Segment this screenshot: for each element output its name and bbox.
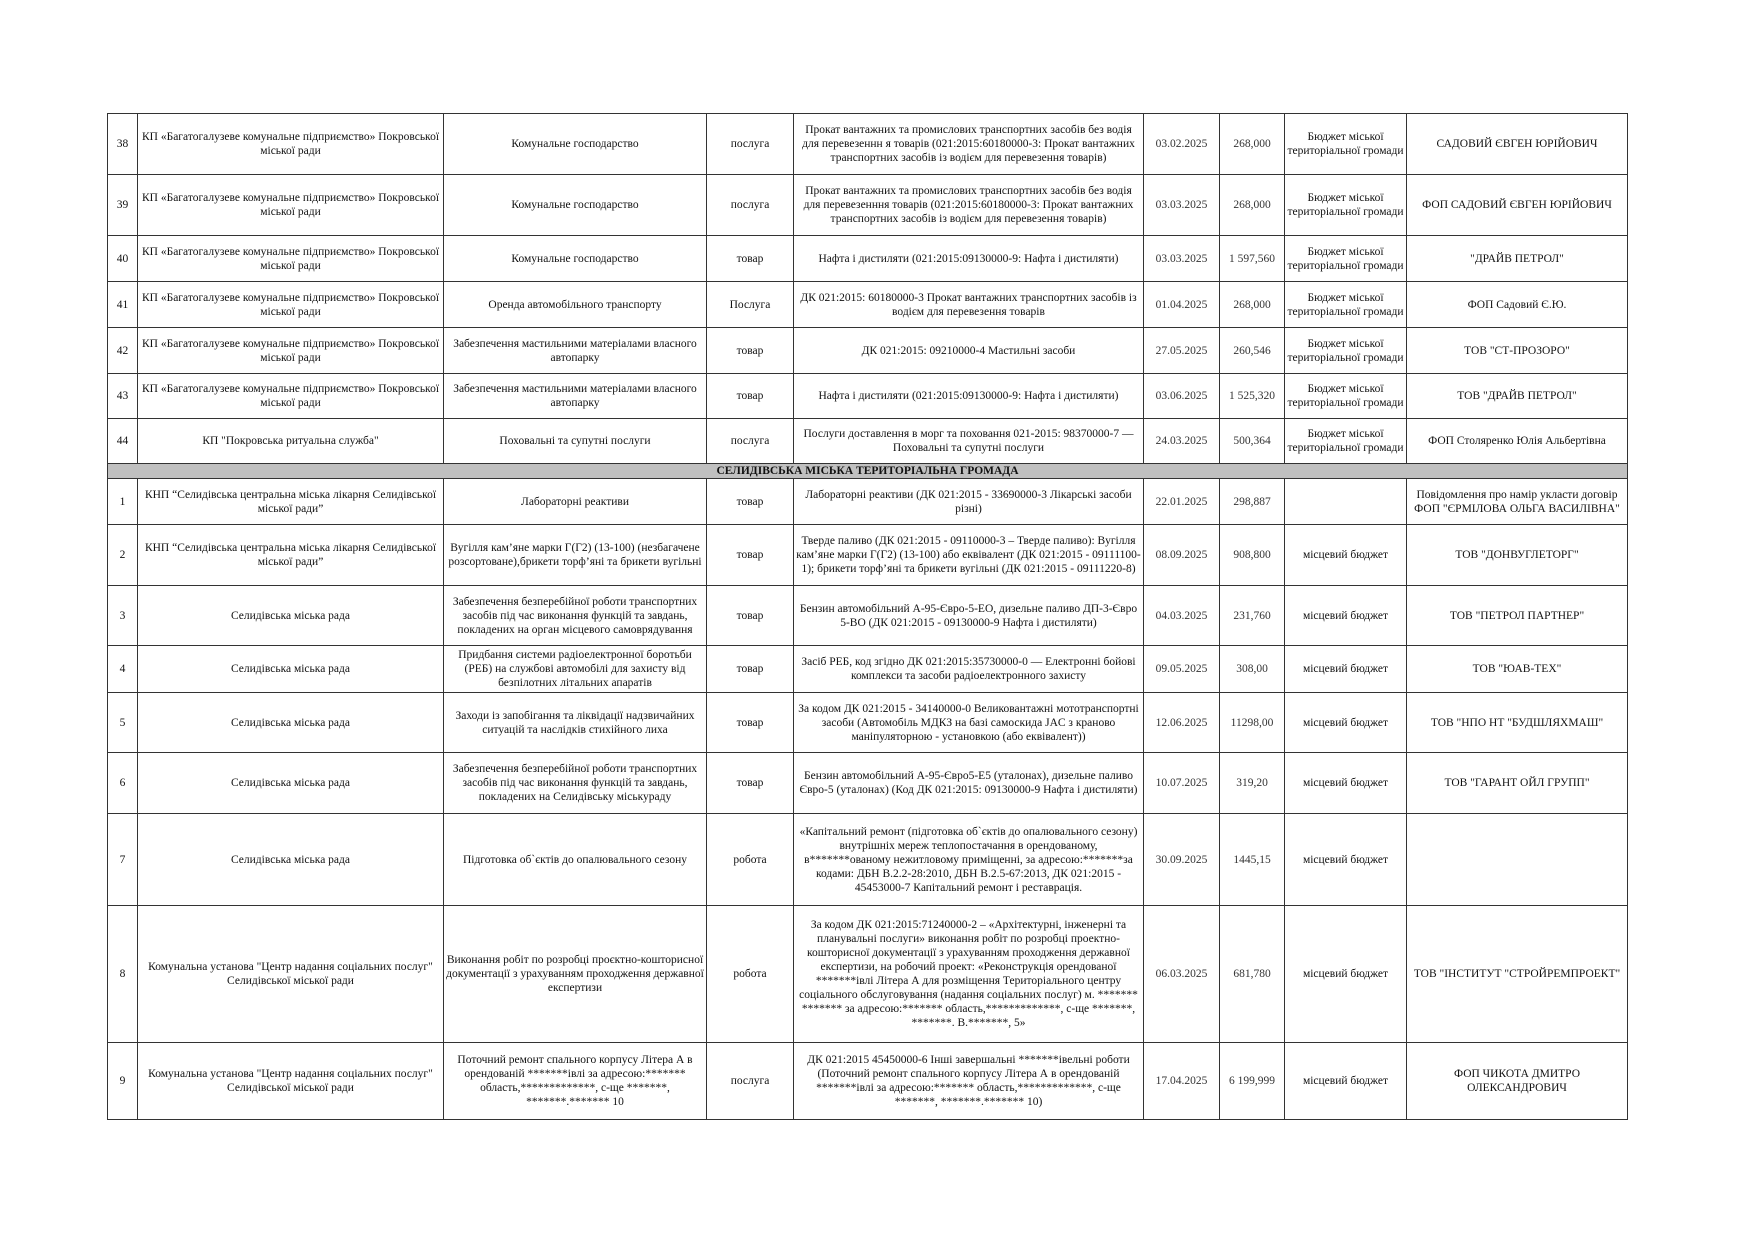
type-cell: послуга [707,175,794,236]
subject-cell: Поточний ремонт спального корпусу Літера А в орендованій *******івлі за адресою:******* область,*************, с-ще *******, *******.******* 10 [444,1043,707,1120]
subject-cell: Придбання системи радіоелектронної боротьби (РЕБ) на службові автомобілі для захисту від безпілотних літальних апаратів [444,646,707,693]
sum-cell: 308,00 [1220,646,1285,693]
description-cell: Бензин автомобільний А-95-Євро5-Е5 (уталонах), дизельне паливо Євро-5 (уталонах) (Код ДК 021:2015: 09130000-9 Нафта і дистиляти) [794,753,1144,814]
type-cell: товар [707,236,794,282]
organization-cell: Селидівська міська рада [138,814,444,906]
description-cell: За кодом ДК 021:2015:71240000-2 – «Архітектурні, інженерні та планувальні послуги» виконання робіт по розробці проектно-кошторисної документації з урахуванням проходження державної експертизи, на робочий проект: «Реконструкція орендованої *******івлі Літера А для розміщення Територіального центру соціального обслуговування (надання соціальних послуг) м. ******* ******* за адресою:******* область,*************, с-ще *******, *******. В.*******, 5» [794,906,1144,1043]
sum-cell: 500,364 [1220,419,1285,464]
row-number: 8 [108,906,138,1043]
subject-cell: Забезпечення безперебійної роботи транспортних засобів під час виконання функцій та завдань, покладених на орган місцевого самоврядування [444,586,707,646]
supplier-cell: ТОВ "СТ-ПРОЗОРО" [1407,328,1628,374]
description-cell: Прокат вантажних та промислових транспортних засобів без водія для перевезеннн я товарів (021:2015:60180000-3: Прокат вантажних транспортних засобів із водієм для перевезення товарів) [794,114,1144,175]
date-cell: 03.03.2025 [1144,236,1220,282]
date-cell: 17.04.2025 [1144,1043,1220,1120]
type-cell: товар [707,693,794,753]
sum-cell: 908,800 [1220,525,1285,586]
type-cell: послуга [707,419,794,464]
description-cell: ДК 021:2015: 09210000-4 Мастильні засоби [794,328,1144,374]
table-row [108,328,1628,374]
subject-cell: Забезпечення мастильними матеріалами власного автопарку [444,374,707,419]
organization-cell: КНП “Селидівська центральна міська лікарня Селидівської міської ради” [138,479,444,525]
sum-cell: 11298,00 [1220,693,1285,753]
organization-cell: Комунальна установа "Центр надання соціальних послуг" Селидівської міської ради [138,1043,444,1120]
supplier-cell [1407,814,1628,906]
organization-cell: КП «Багатогалузеве комунальне підприємство» Покровської міської ради [138,114,444,175]
row-number: 6 [108,753,138,814]
description-cell: За кодом ДК 021:2015 - 34140000-0 Великовантажні мототранспортні засоби (Автомобіль МДКЗ на базі самоскида JAC з краново маніпуляторною - установкою (або еквівалент)) [794,693,1144,753]
row-number: 40 [108,236,138,282]
budget-cell: місцевий бюджет [1285,906,1407,1043]
budget-cell: Бюджет міської територіальної громади [1285,282,1407,328]
description-cell: Нафта і дистиляти (021:2015:09130000-9: Нафта і дистиляти) [794,374,1144,419]
budget-cell: Бюджет міської територіальної громади [1285,374,1407,419]
budget-cell [1285,479,1407,525]
type-cell: товар [707,374,794,419]
organization-cell: КП «Багатогалузеве комунальне підприємство» Покровської міської ради [138,175,444,236]
organization-cell: КП «Багатогалузеве комунальне підприємство» Покровської міської ради [138,282,444,328]
sum-cell: 268,000 [1220,175,1285,236]
budget-cell: місцевий бюджет [1285,1043,1407,1120]
type-cell: товар [707,646,794,693]
type-cell: товар [707,525,794,586]
table-row [108,753,1628,814]
organization-cell: КП "Покровська ритуальна служба" [138,419,444,464]
date-cell: 12.06.2025 [1144,693,1220,753]
row-number: 7 [108,814,138,906]
row-number: 44 [108,419,138,464]
type-cell: робота [707,814,794,906]
type-cell: товар [707,753,794,814]
supplier-cell: ФОП ЧИКОТА ДМИТРО ОЛЕКСАНДРОВИЧ [1407,1043,1628,1120]
subject-cell: Лабораторні реактиви [444,479,707,525]
table-row [108,906,1628,1043]
sum-cell: 6 199,999 [1220,1043,1285,1120]
subject-cell: Забезпечення безперебійної роботи транспортних засобів під час виконання функцій та завдань, покладених на Селидівську міськураду [444,753,707,814]
table-row [108,282,1628,328]
table-row [108,419,1628,464]
description-cell: Нафта і дистиляти (021:2015:09130000-9: Нафта і дистиляти) [794,236,1144,282]
description-cell: Засіб РЕБ, код згідно ДК 021:2015:35730000-0 — Електронні бойові комплекси та засоби радіоелектронного захисту [794,646,1144,693]
date-cell: 06.03.2025 [1144,906,1220,1043]
table-row [108,525,1628,586]
subject-cell: Підготовка об`єктів до опалювального сезону [444,814,707,906]
description-cell: Тверде паливо (ДК 021:2015 - 09110000-3 – Тверде паливо): Вугілля кам’яне марки Г(Г2) (13-100) або еквівалент (ДК 021:2015 - 09111100-1); брикети торф’яні та брикети вугільні (ДК 021:2015 - 09111220-8) [794,525,1144,586]
type-cell: робота [707,906,794,1043]
subject-cell: Вугілля кам’яне марки Г(Г2) (13-100) (незбагачене розсортоване),брикети торф’яні та брикети вугільні [444,525,707,586]
table-row [108,236,1628,282]
budget-cell: місцевий бюджет [1285,814,1407,906]
organization-cell: КП «Багатогалузеве комунальне підприємство» Покровської міської ради [138,236,444,282]
table-row [108,646,1628,693]
section-header-row [108,464,1628,479]
subject-cell: Заходи із запобігання та ліквідації надзвичайних ситуацій та наслідків стихійного лиха [444,693,707,753]
budget-cell: місцевий бюджет [1285,646,1407,693]
sum-cell: 681,780 [1220,906,1285,1043]
date-cell: 09.05.2025 [1144,646,1220,693]
supplier-cell: ТОВ "ЮАВ-ТЕХ" [1407,646,1628,693]
row-number: 41 [108,282,138,328]
supplier-cell: ТОВ "ДРАЙВ ПЕТРОЛ" [1407,374,1628,419]
supplier-cell: ТОВ "ГАРАНТ ОЙЛ ГРУПП" [1407,753,1628,814]
table-row [108,1043,1628,1120]
description-cell: Лабораторні реактиви (ДК 021:2015 - 33690000-3 Лікарські засоби різні) [794,479,1144,525]
table-row [108,175,1628,236]
subject-cell: Комунальне господарство [444,114,707,175]
subject-cell: Поховальні та супутні послуги [444,419,707,464]
date-cell: 10.07.2025 [1144,753,1220,814]
supplier-cell: ФОП Столяренко Юлія Альбертівна [1407,419,1628,464]
organization-cell: Селидівська міська рада [138,646,444,693]
procurement-table [107,113,1628,1120]
date-cell: 03.02.2025 [1144,114,1220,175]
type-cell: послуга [707,1043,794,1120]
type-cell: товар [707,586,794,646]
row-number: 5 [108,693,138,753]
sum-cell: 231,760 [1220,586,1285,646]
date-cell: 24.03.2025 [1144,419,1220,464]
supplier-cell: ФОП САДОВИЙ ЄВГЕН ЮРІЙОВИЧ [1407,175,1628,236]
sum-cell: 260,546 [1220,328,1285,374]
subject-cell: Комунальне господарство [444,236,707,282]
budget-cell: Бюджет міської територіальної громади [1285,328,1407,374]
budget-cell: місцевий бюджет [1285,525,1407,586]
table-row [108,814,1628,906]
budget-cell: місцевий бюджет [1285,586,1407,646]
supplier-cell: ТОВ "НПО НТ "БУДШЛЯХМАШ" [1407,693,1628,753]
table-row [108,693,1628,753]
table-row [108,374,1628,419]
sum-cell: 319,20 [1220,753,1285,814]
row-number: 3 [108,586,138,646]
supplier-cell: ТОВ "ДОНВУГЛЕТОРГ" [1407,525,1628,586]
sum-cell: 1445,15 [1220,814,1285,906]
supplier-cell: ФОП Садовий Є.Ю. [1407,282,1628,328]
budget-cell: місцевий бюджет [1285,753,1407,814]
organization-cell: КНП “Селидівська центральна міська лікарня Селидівської міської ради” [138,525,444,586]
table-body-selydove [108,479,1628,1120]
table-body-pokrovsk [108,114,1628,464]
type-cell: послуга [707,114,794,175]
subject-cell: Комунальне господарство [444,175,707,236]
sum-cell: 268,000 [1220,114,1285,175]
description-cell: Прокат вантажних та промислових транспортних засобів без водія для перевезенння товарів (021:2015:60180000-3: Прокат вантажних транспортних засобів із водієм для перевезення товарів) [794,175,1144,236]
description-cell: «Капітальний ремонт (підготовка об`єктів до опалювального сезону) внутрішніх мереж теплопостачання в орендованому, в*******ованому нежитловому приміщенні, за адресою:*******за кодами: ДБН В.2.2-28:2010, ДБН В.2.5-67:2013, ДК 021:2015 - 45453000-7 Капітальний ремонт і реставрація. [794,814,1144,906]
row-number: 9 [108,1043,138,1120]
subject-cell: Виконання робіт по розробці проєктно-кошторисної документації з урахуванням проходження державної експертизи [444,906,707,1043]
type-cell: товар [707,328,794,374]
description-cell: Бензин автомобільний А-95-Євро-5-ЕО, дизельне паливо ДП-3-Євро 5-ВО (ДК 021:2015 - 09130000-9 Нафта і дистиляти) [794,586,1144,646]
supplier-cell: Повідомлення про намір укласти договір ФОП "ЄРМІЛОВА ОЛЬГА ВАСИЛІВНА" [1407,479,1628,525]
date-cell: 03.03.2025 [1144,175,1220,236]
row-number: 38 [108,114,138,175]
description-cell: Послуги доставлення в морг та поховання 021-2015: 98370000-7 — Поховальні та супутні послуги [794,419,1144,464]
supplier-cell: САДОВИЙ ЄВГЕН ЮРІЙОВИЧ [1407,114,1628,175]
supplier-cell: ТОВ "ІНСТИТУТ "СТРОЙРЕМПРОЕКТ" [1407,906,1628,1043]
budget-cell: Бюджет міської територіальної громади [1285,175,1407,236]
description-cell: ДК 021:2015: 60180000-3 Прокат вантажних транспортних засобів із водієм для перевезення товарів [794,282,1144,328]
row-number: 2 [108,525,138,586]
row-number: 43 [108,374,138,419]
type-cell: товар [707,479,794,525]
description-cell: ДК 021:2015 45450000-6 Інші завершальні *******івельні роботи (Поточний ремонт спального корпусу Літера А в орендованій *******івлі за адресою:******* область,*************, с-ще *******, *******.******* 10) [794,1043,1144,1120]
table-row [108,114,1628,175]
supplier-cell: ТОВ "ПЕТРОЛ ПАРТНЕР" [1407,586,1628,646]
organization-cell: Комунальна установа "Центр надання соціальних послуг" Селидівської міської ради [138,906,444,1043]
row-number: 1 [108,479,138,525]
table-row [108,586,1628,646]
budget-cell: місцевий бюджет [1285,693,1407,753]
type-cell: Послуга [707,282,794,328]
date-cell: 04.03.2025 [1144,586,1220,646]
sum-cell: 268,000 [1220,282,1285,328]
organization-cell: Селидівська міська рада [138,693,444,753]
row-number: 4 [108,646,138,693]
row-number: 42 [108,328,138,374]
budget-cell: Бюджет міської територіальної громади [1285,114,1407,175]
organization-cell: КП «Багатогалузеве комунальне підприємство» Покровської міської ради [138,328,444,374]
date-cell: 27.05.2025 [1144,328,1220,374]
date-cell: 08.09.2025 [1144,525,1220,586]
sum-cell: 298,887 [1220,479,1285,525]
section-title: СЕЛИДІВСЬКА МІСЬКА ТЕРИТОРІАЛЬНА ГРОМАДА [108,464,1628,479]
table-row [108,479,1628,525]
budget-cell: Бюджет міської територіальної громади [1285,236,1407,282]
date-cell: 03.06.2025 [1144,374,1220,419]
organization-cell: КП «Багатогалузеве комунальне підприємство» Покровської міської ради [138,374,444,419]
date-cell: 22.01.2025 [1144,479,1220,525]
organization-cell: Селидівська міська рада [138,586,444,646]
supplier-cell: "ДРАЙВ ПЕТРОЛ" [1407,236,1628,282]
row-number: 39 [108,175,138,236]
subject-cell: Оренда автомобільного транспорту [444,282,707,328]
date-cell: 30.09.2025 [1144,814,1220,906]
sum-cell: 1 597,560 [1220,236,1285,282]
budget-cell: Бюджет міської територіальної громади [1285,419,1407,464]
subject-cell: Забезпечення мастильними матеріалами власного автопарку [444,328,707,374]
sum-cell: 1 525,320 [1220,374,1285,419]
organization-cell: Селидівська міська рада [138,753,444,814]
date-cell: 01.04.2025 [1144,282,1220,328]
